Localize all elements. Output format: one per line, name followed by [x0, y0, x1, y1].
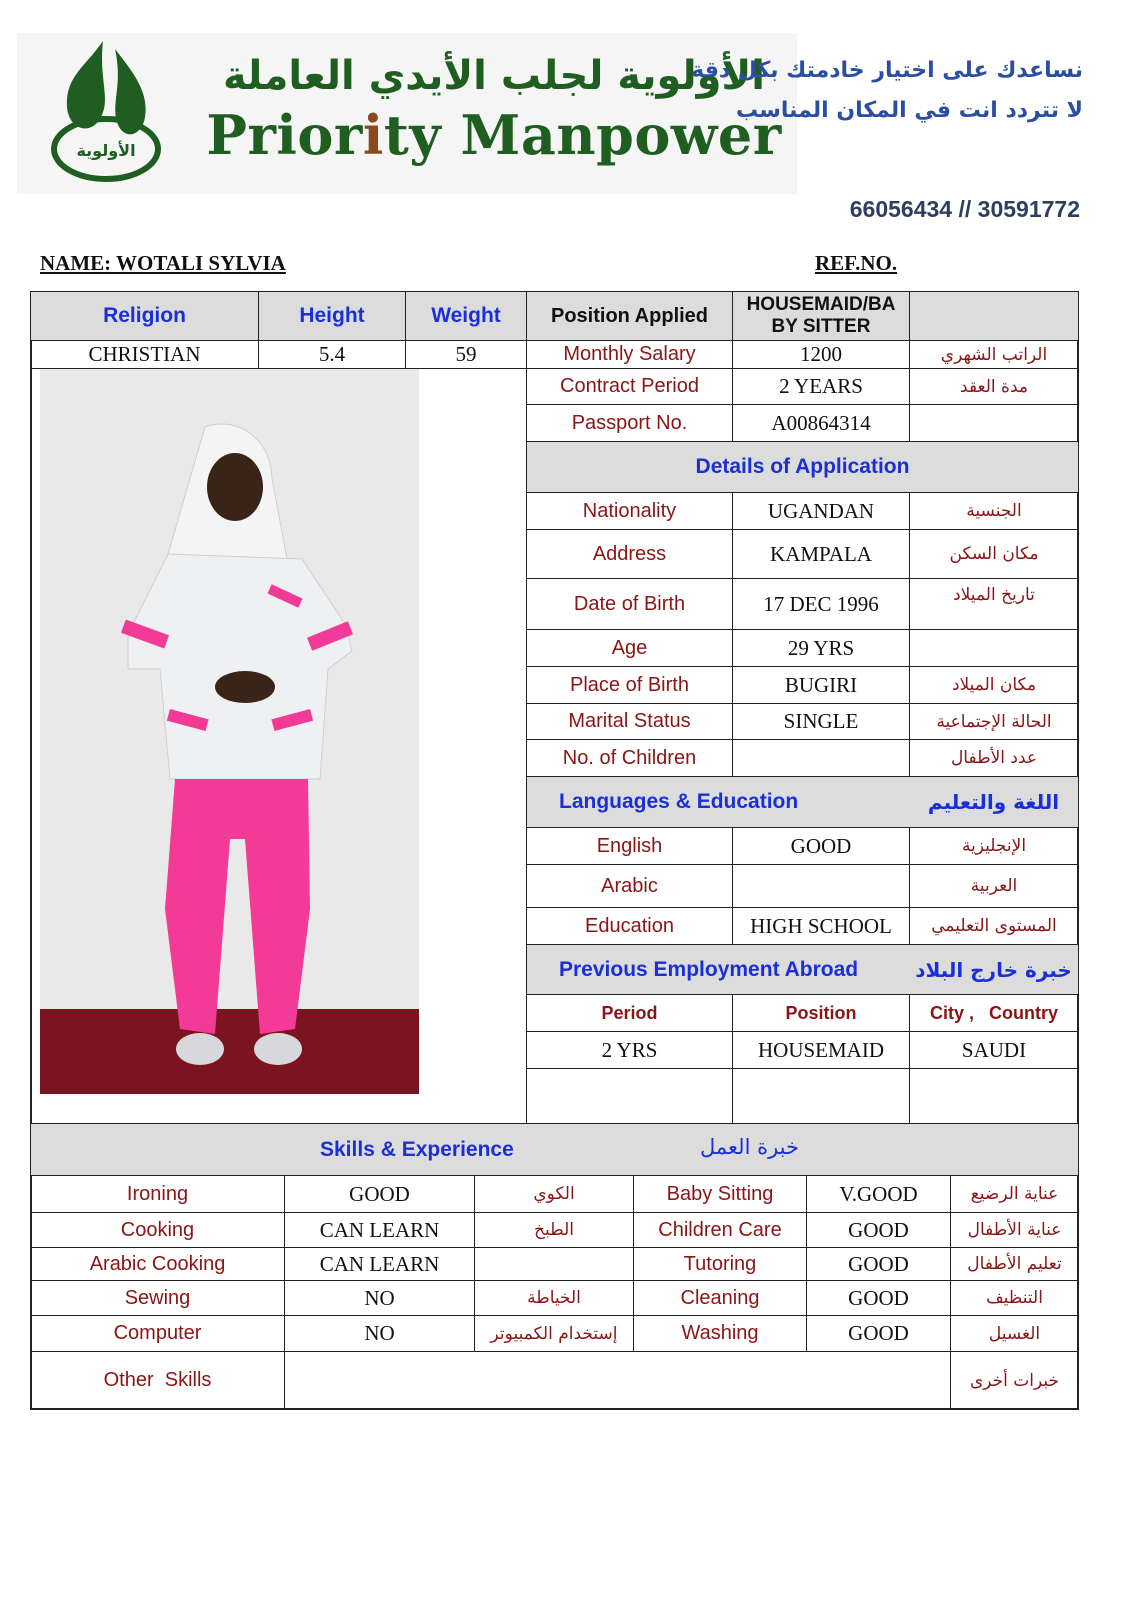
marital-status-value: SINGLE — [732, 703, 910, 740]
company-banner — [17, 33, 797, 194]
languages-section-title-arabic: اللغة والتعليم — [909, 776, 1079, 828]
dob-arabic: تاريخ الميلاد — [909, 578, 1079, 630]
english-arabic: الإنجليزية — [909, 827, 1079, 865]
english-label: English — [526, 827, 733, 865]
position-applied-value: HOUSEMAID/BA BY SITTER — [732, 291, 910, 341]
brand-name-arabic: الأولوية لجلب الأيدي العاملة — [223, 53, 765, 99]
skill-baby-sitting-arabic: عناية الرضيع — [950, 1175, 1079, 1213]
weight-value: 59 — [405, 340, 527, 369]
contract-period-value: 2 YEARS — [732, 368, 910, 405]
skill-arabic-cooking-value: CAN LEARN — [284, 1247, 475, 1281]
reference-number-label: REF.NO. — [815, 251, 898, 275]
skills-section-title: Skills & Experience — [320, 1138, 514, 1161]
employment-section-title-arabic: خبرة خارج البلاد — [909, 944, 1079, 995]
employment-section-title: Previous Employment Abroad — [526, 944, 910, 995]
brand-name-english: Priority Manpower — [206, 103, 782, 167]
arabic-value — [732, 864, 910, 908]
tagline-line-1: نساعدك على اختيار خادمتك بكل دقة — [691, 58, 1083, 83]
contract-period-arabic: مدة العقد — [909, 368, 1079, 405]
address-value: KAMPALA — [732, 529, 910, 579]
svg-text:الأولوية: الأولوية — [76, 141, 136, 160]
nationality-label: Nationality — [526, 492, 733, 530]
place-of-birth-value: BUGIRI — [732, 666, 910, 704]
skills-section-title-arabic: خبرة العمل — [700, 1135, 799, 1159]
nationality-arabic: الجنسية — [909, 492, 1079, 530]
skill-washing-arabic: الغسيل — [950, 1315, 1079, 1352]
skill-children-care-value: GOOD — [806, 1212, 951, 1248]
employment-period-blank — [526, 1068, 733, 1124]
skills-section-header — [30, 1123, 1079, 1176]
religion-header: Religion — [30, 291, 259, 341]
skill-sewing-arabic: الخياطة — [474, 1280, 634, 1316]
marital-status-label: Marital Status — [526, 703, 733, 740]
candidate-name: NAME: WOTALI SYLVIA — [40, 251, 286, 275]
details-section-title: Details of Application — [526, 441, 1079, 493]
position-applied-header: Position Applied — [526, 291, 733, 341]
place-of-birth-label: Place of Birth — [526, 666, 733, 704]
children-label: No. of Children — [526, 739, 733, 777]
skill-cleaning-arabic: التنظيف — [950, 1280, 1079, 1316]
education-label: Education — [526, 907, 733, 945]
other-skills-label: Other Skills — [30, 1351, 285, 1410]
skill-computer-value: NO — [284, 1315, 475, 1352]
skill-arabic-cooking-arabic — [474, 1247, 634, 1281]
skill-washing-value: GOOD — [806, 1315, 951, 1352]
skill-children-care-label: Children Care — [633, 1212, 807, 1248]
phone-numbers: 66056434 // 30591772 — [849, 196, 1080, 222]
passport-arabic — [909, 404, 1079, 442]
arabic-label: Arabic — [526, 864, 733, 908]
position-header: Position — [732, 994, 910, 1032]
dob-label: Date of Birth — [526, 578, 733, 630]
children-arabic: عدد الأطفال — [909, 739, 1079, 777]
skill-cleaning-label: Cleaning — [633, 1280, 807, 1316]
candidate-photo — [40, 369, 419, 1094]
skill-children-care-arabic: عناية الأطفال — [950, 1212, 1079, 1248]
tagline-line-2: لا تتردد انت في المكان المناسب — [735, 98, 1083, 123]
monthly-salary-arabic: الراتب الشهري — [909, 340, 1079, 369]
skill-tutoring-arabic: تعليم الأطفال — [950, 1247, 1079, 1281]
religion-value: CHRISTIAN — [30, 340, 259, 369]
skill-cleaning-value: GOOD — [806, 1280, 951, 1316]
address-label: Address — [526, 529, 733, 579]
age-label: Age — [526, 629, 733, 667]
passport-value: A00864314 — [732, 404, 910, 442]
address-arabic: مكان السكن — [909, 529, 1079, 579]
position-blank-cell — [909, 291, 1079, 341]
children-value — [732, 739, 910, 777]
skill-baby-sitting-label: Baby Sitting — [633, 1175, 807, 1213]
skill-sewing-label: Sewing — [30, 1280, 285, 1316]
skill-arabic-cooking-label: Arabic Cooking — [30, 1247, 285, 1281]
skill-computer-arabic: إستخدام الكمبيوتر — [474, 1315, 634, 1352]
education-arabic: المستوى التعليمي — [909, 907, 1079, 945]
skill-cooking-label: Cooking — [30, 1212, 285, 1248]
monthly-salary-value: 1200 — [732, 340, 910, 369]
skill-cooking-arabic: الطبخ — [474, 1212, 634, 1248]
nationality-value: UGANDAN — [732, 492, 910, 530]
employment-country-value: SAUDI — [909, 1031, 1079, 1069]
marital-status-arabic: الحالة الإجتماعية — [909, 703, 1079, 740]
other-skills-value — [284, 1351, 951, 1410]
employment-country-blank — [909, 1068, 1079, 1124]
employment-position-value: HOUSEMAID — [732, 1031, 910, 1069]
skill-computer-label: Computer — [30, 1315, 285, 1352]
skill-tutoring-label: Tutoring — [633, 1247, 807, 1281]
skill-sewing-value: NO — [284, 1280, 475, 1316]
skill-washing-label: Washing — [633, 1315, 807, 1352]
skill-ironing-value: GOOD — [284, 1175, 475, 1213]
height-value: 5.4 — [258, 340, 406, 369]
skill-ironing-arabic: الكوي — [474, 1175, 634, 1213]
place-of-birth-arabic: مكان الميلاد — [909, 666, 1079, 704]
age-value: 29 YRS — [732, 629, 910, 667]
skill-tutoring-value: GOOD — [806, 1247, 951, 1281]
education-value: HIGH SCHOOL — [732, 907, 910, 945]
period-header: Period — [526, 994, 733, 1032]
age-arabic — [909, 629, 1079, 667]
skill-cooking-value: CAN LEARN — [284, 1212, 475, 1248]
employment-period-value: 2 YRS — [526, 1031, 733, 1069]
languages-section-title: Languages & Education — [526, 776, 910, 828]
skill-ironing-label: Ironing — [30, 1175, 285, 1213]
contract-period-label: Contract Period — [526, 368, 733, 405]
english-value: GOOD — [732, 827, 910, 865]
city-country-header: City , Country — [909, 994, 1079, 1032]
company-logo — [45, 37, 167, 187]
monthly-salary-label: Monthly Salary — [526, 340, 733, 369]
employment-position-blank — [732, 1068, 910, 1124]
other-skills-arabic: خبرات أخرى — [950, 1351, 1079, 1410]
arabic-arabic: العربية — [909, 864, 1079, 908]
dob-value: 17 DEC 1996 — [732, 578, 910, 630]
weight-header: Weight — [405, 291, 527, 341]
passport-label: Passport No. — [526, 404, 733, 442]
skill-baby-sitting-value: V.GOOD — [806, 1175, 951, 1213]
height-header: Height — [258, 291, 406, 341]
